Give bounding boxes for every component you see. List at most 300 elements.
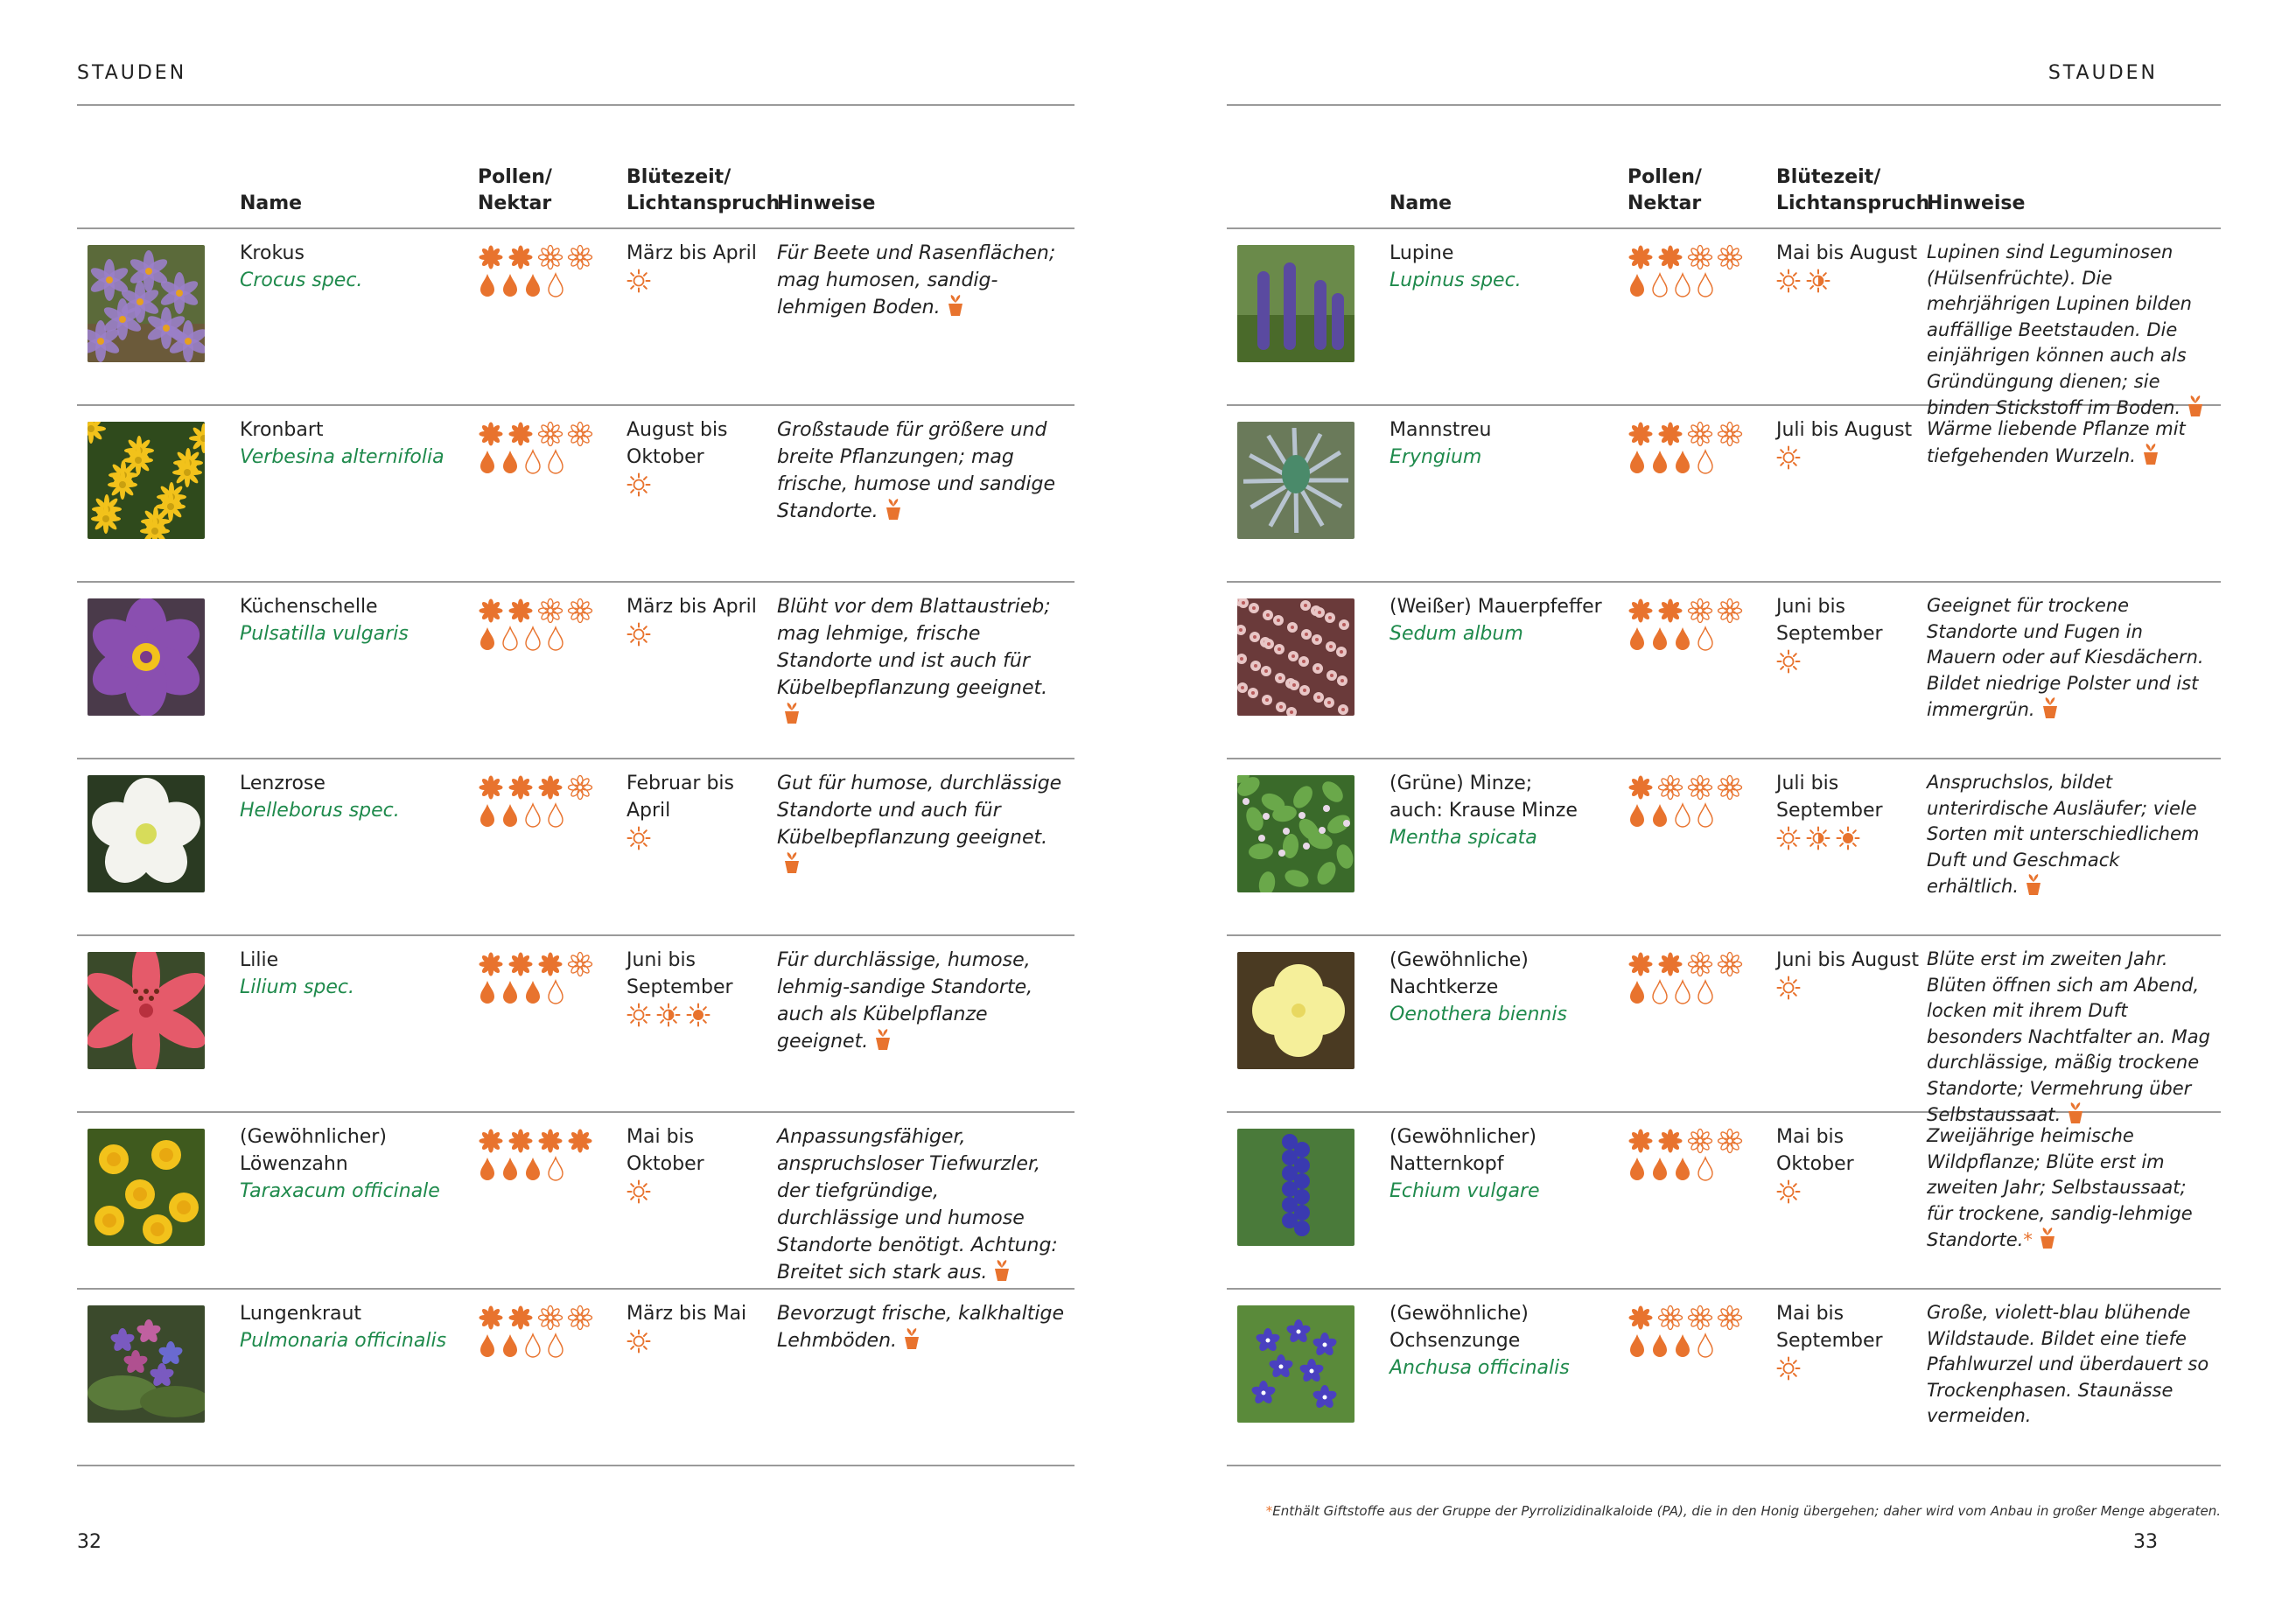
bluete-cell <box>1776 1300 1925 1389</box>
header-pollen: Pollen/ Nektar <box>478 166 552 214</box>
half-shade-icon <box>1806 826 1830 858</box>
table-row <box>77 759 1074 936</box>
nectar-filled-icon <box>500 802 520 829</box>
light-requirement <box>626 1179 775 1212</box>
table-row <box>1227 229 2221 418</box>
pollen-filled-icon <box>478 244 504 270</box>
plant-name: Lilie <box>240 949 279 971</box>
nectar-rating <box>478 1332 618 1360</box>
sun-icon <box>626 1003 651 1035</box>
nectar-filled-icon <box>500 272 520 298</box>
lilium-photo <box>88 952 205 1069</box>
container-pot-icon <box>777 854 802 876</box>
pollen-rating <box>478 950 618 978</box>
name-cell <box>1390 1300 1617 1382</box>
pollen-rating <box>478 773 618 801</box>
nectar-filled-icon <box>500 449 520 475</box>
page-number: 33 <box>2133 1531 2158 1553</box>
pollen-nectar-cell <box>478 950 618 1006</box>
pollen-empty-icon <box>1717 1305 1743 1331</box>
table-row <box>77 936 1074 1113</box>
name-cell <box>1390 947 1617 1028</box>
nectar-empty-icon <box>523 449 542 475</box>
plant-name: (Weißer) Mauerpfeffer <box>1390 596 1602 618</box>
pollen-nectar-cell <box>478 773 618 829</box>
plant-name: Lenzrose <box>240 773 326 794</box>
pollen-filled-icon <box>1628 1128 1654 1154</box>
nectar-filled-icon <box>1628 1156 1647 1182</box>
table-header <box>1227 166 2221 229</box>
hinweise-cell <box>1927 240 2217 422</box>
nectar-filled-icon <box>1650 1156 1670 1182</box>
container-pot-icon <box>987 1262 1012 1284</box>
table-row <box>77 1290 1074 1466</box>
plant-table <box>1227 229 2221 1466</box>
bluete-cell <box>626 1300 775 1361</box>
name-cell <box>1390 240 1617 294</box>
plant-name: Natternkopf <box>1390 1153 1504 1175</box>
bloom-period: März bis April <box>626 242 757 264</box>
container-pot-icon <box>2035 699 2060 720</box>
pollen-rating <box>1628 950 1768 978</box>
nectar-empty-icon <box>1696 1333 1715 1359</box>
pollen-empty-icon <box>1717 951 1743 977</box>
pollen-nectar-cell <box>1628 773 1768 829</box>
note-text: Für Beete und Rasenflächen; mag humosen, sandig-lehmigen Boden. <box>777 242 1056 318</box>
table-row <box>1227 583 2221 759</box>
page-number: 32 <box>77 1531 102 1553</box>
note-text: Für durchlässige, humose, lehmig-sandige Standorte, auch als Kübelpflanze geeignet. <box>777 949 1033 1053</box>
note-text: Zweijährige heimische Wildpflanze; Blüte erst im zweiten Jahr; Selbstaussaat; für trockene, sandig-lehmige Standorte. <box>1927 1125 2193 1250</box>
pollen-empty-icon <box>1687 244 1713 270</box>
pollen-empty-icon <box>567 774 593 801</box>
header-bluete: Blütezeit/ Lichtanspruch <box>626 166 780 214</box>
pollen-empty-icon <box>1687 951 1713 977</box>
table-header <box>77 166 1074 229</box>
bloom-period: Juni bis August <box>1776 949 1920 971</box>
plant-name: Küchenschelle <box>240 596 378 618</box>
hinweise-cell <box>1927 416 2217 469</box>
pollen-rating <box>1628 420 1768 448</box>
table-row <box>77 406 1074 583</box>
latin-name: Taraxacum officinale <box>240 1180 440 1202</box>
light-requirement <box>1776 1356 1925 1389</box>
plant-name: Lupine <box>1390 242 1454 264</box>
nectar-filled-icon <box>523 1156 542 1182</box>
container-pot-icon <box>2019 876 2043 897</box>
plant-name: Löwenzahn <box>240 1153 348 1175</box>
sun-icon <box>626 826 651 858</box>
nectar-rating <box>1628 801 1768 829</box>
pollen-rating <box>478 420 618 448</box>
pollen-empty-icon <box>1717 774 1743 801</box>
header-name: Name <box>240 192 303 214</box>
bloom-period: Juni bis September <box>626 949 733 998</box>
pollen-empty-icon <box>1717 421 1743 447</box>
nectar-empty-icon <box>1696 272 1715 298</box>
full-sun-icon <box>1836 826 1860 858</box>
pollen-filled-icon <box>1628 244 1654 270</box>
pollen-empty-icon <box>567 1305 593 1331</box>
pollen-empty-icon <box>567 598 593 624</box>
helleborus-photo <box>88 775 205 892</box>
nectar-rating <box>478 625 618 653</box>
table-row <box>1227 406 2221 583</box>
nectar-filled-icon <box>478 1333 497 1359</box>
nectar-rating <box>1628 448 1768 476</box>
nectar-filled-icon <box>523 979 542 1005</box>
nectar-empty-icon <box>523 1333 542 1359</box>
table-row <box>1227 1113 2221 1290</box>
nectar-empty-icon <box>500 626 520 652</box>
nectar-rating <box>478 271 618 299</box>
sun-icon <box>1776 269 1801 301</box>
pollen-nectar-cell <box>1628 420 1768 476</box>
table-row <box>1227 759 2221 936</box>
pollen-rating <box>1628 243 1768 271</box>
bloom-period: Mai bis Oktober <box>1776 1126 1854 1175</box>
latin-name: Verbesina alternifolia <box>240 446 444 468</box>
bluete-cell <box>1776 416 1925 478</box>
nectar-rating <box>1628 271 1768 299</box>
plant-name: Kronbart <box>240 419 324 441</box>
top-rule <box>1227 104 2221 106</box>
pollen-rating <box>1628 597 1768 625</box>
latin-name: Sedum album <box>1390 623 1523 645</box>
hinweise-cell <box>777 240 1066 321</box>
footnote-marker: * <box>2023 1229 2033 1250</box>
pollen-filled-icon <box>478 1305 504 1331</box>
nectar-empty-icon <box>523 802 542 829</box>
bluete-cell <box>1776 947 1925 1008</box>
pollen-filled-icon <box>508 1305 534 1331</box>
pollen-empty-icon <box>1687 421 1713 447</box>
plant-name: (Gewöhnlicher) <box>240 1126 387 1148</box>
pollen-filled-icon <box>478 774 504 801</box>
nectar-empty-icon <box>1696 449 1715 475</box>
hinweise-cell <box>777 770 1066 878</box>
nectar-rating <box>478 1155 618 1183</box>
pulsatilla-photo <box>88 598 205 716</box>
light-requirement <box>626 1003 775 1035</box>
pollen-nectar-cell <box>478 1127 618 1183</box>
half-shade-icon <box>1806 269 1830 301</box>
latin-name: Mentha spicata <box>1390 827 1537 849</box>
pollen-empty-icon <box>1687 1128 1713 1154</box>
eryngium-photo <box>1237 422 1354 539</box>
hinweise-cell <box>777 1123 1066 1286</box>
header-name: Name <box>1390 192 1452 214</box>
pollen-filled-icon <box>508 1128 534 1154</box>
container-pot-icon <box>941 297 965 318</box>
nectar-empty-icon <box>1673 272 1692 298</box>
table-row <box>77 229 1074 406</box>
nectar-filled-icon <box>500 979 520 1005</box>
pollen-filled-icon <box>478 421 504 447</box>
pollen-nectar-cell <box>1628 950 1768 1006</box>
pollen-filled-icon <box>508 244 534 270</box>
nectar-empty-icon <box>1650 272 1670 298</box>
bluete-cell <box>626 416 775 505</box>
nectar-filled-icon <box>500 1156 520 1182</box>
nectar-filled-icon <box>1628 1333 1647 1359</box>
left-page <box>0 0 1085 1623</box>
plant-table <box>77 229 1074 1466</box>
note-text: Anpassungsfähiger, anspruchsloser Tiefwurzler, der tiefgründige, durchlässige und humose Standorte benötigt. Achtung: Breitet sich stark aus. <box>777 1126 1058 1284</box>
table-row <box>77 1113 1074 1290</box>
pollen-empty-icon <box>1687 598 1713 624</box>
light-requirement <box>626 826 775 858</box>
sedum-photo <box>1237 598 1354 716</box>
nectar-filled-icon <box>478 1156 497 1182</box>
nectar-filled-icon <box>478 449 497 475</box>
pollen-filled-icon <box>508 951 534 977</box>
container-pot-icon <box>2033 1229 2057 1250</box>
header-hinweise: Hinweise <box>1927 192 2026 214</box>
nectar-rating <box>478 978 618 1006</box>
latin-name: Eryngium <box>1390 446 1482 468</box>
pollen-empty-icon <box>1657 1305 1684 1331</box>
pollen-filled-icon <box>1628 951 1654 977</box>
top-rule <box>77 104 1074 106</box>
pollen-filled-icon <box>478 1128 504 1154</box>
plant-name: Mannstreu <box>1390 419 1492 441</box>
nectar-rating <box>1628 625 1768 653</box>
bluete-cell <box>1776 770 1925 858</box>
pulmonaria-photo <box>88 1305 205 1423</box>
bloom-period: März bis Mai <box>626 1303 747 1325</box>
pollen-nectar-cell <box>1628 1304 1768 1360</box>
name-cell <box>1390 1123 1617 1205</box>
bloom-period: Mai bis August <box>1776 242 1918 264</box>
name-cell <box>1390 593 1617 647</box>
pollen-empty-icon <box>1687 1305 1713 1331</box>
header-hinweise: Hinweise <box>777 192 876 214</box>
nectar-filled-icon <box>523 272 542 298</box>
bloom-period: Juni bis September <box>1776 596 1883 645</box>
sun-icon <box>626 1329 651 1361</box>
pollen-rating <box>478 597 618 625</box>
name-cell <box>240 1300 467 1354</box>
nectar-filled-icon <box>478 802 497 829</box>
nectar-empty-icon <box>546 1333 565 1359</box>
table-row <box>77 583 1074 759</box>
nectar-filled-icon <box>478 626 497 652</box>
pollen-rating <box>478 243 618 271</box>
light-requirement <box>1776 445 1925 478</box>
nectar-empty-icon <box>1696 802 1715 829</box>
pollen-empty-icon <box>567 244 593 270</box>
nectar-filled-icon <box>1673 626 1692 652</box>
sun-icon <box>1776 976 1801 1008</box>
name-cell <box>240 593 467 647</box>
anchusa-photo <box>1237 1305 1354 1423</box>
hinweise-cell <box>777 593 1066 729</box>
pollen-empty-icon <box>537 598 564 624</box>
plant-name: (Gewöhnliche) <box>1390 949 1529 971</box>
hinweise-cell <box>1927 1300 2217 1430</box>
container-pot-icon <box>868 1031 892 1053</box>
bluete-cell <box>626 240 775 301</box>
pollen-nectar-cell <box>478 420 618 476</box>
latin-name: Lupinus spec. <box>1390 269 1522 291</box>
note-text: Bevorzugt frische, kalkhaltige Lehmböden. <box>777 1303 1065 1352</box>
bloom-period: März bis April <box>626 596 757 618</box>
nectar-empty-icon <box>546 626 565 652</box>
nectar-rating <box>478 448 618 476</box>
nectar-empty-icon <box>546 449 565 475</box>
footnote: *Enthält Giftstoffe aus der Gruppe der Pyrrolizidinalkaloide (PA), die in den Honig übergehen; daher wird vom Anbau in großer Menge abgeraten. <box>1265 1503 2221 1519</box>
latin-name: Oenothera biennis <box>1390 1004 1567 1025</box>
nectar-rating <box>478 801 618 829</box>
nectar-rating <box>1628 978 1768 1006</box>
sun-icon <box>626 269 651 301</box>
running-head: STAUDEN <box>2048 62 2158 84</box>
latin-name: Pulmonaria officinalis <box>240 1330 447 1352</box>
plant-name: auch: Krause Minze <box>1390 800 1578 822</box>
sun-icon <box>1776 826 1801 858</box>
nectar-empty-icon <box>546 802 565 829</box>
name-cell <box>240 1123 467 1205</box>
right-page <box>1148 0 2233 1623</box>
bluete-cell <box>1776 240 1925 301</box>
bluete-cell <box>1776 1123 1925 1212</box>
light-requirement <box>626 1329 775 1361</box>
nectar-filled-icon <box>1650 449 1670 475</box>
sun-icon <box>626 472 651 505</box>
pollen-filled-icon <box>1628 774 1654 801</box>
pollen-filled-icon <box>1628 1305 1654 1331</box>
pollen-filled-icon <box>537 1128 564 1154</box>
oenothera-photo <box>1237 952 1354 1069</box>
container-pot-icon <box>897 1330 921 1352</box>
name-cell <box>240 770 467 824</box>
pollen-rating <box>1628 1304 1768 1332</box>
light-requirement <box>626 622 775 654</box>
hinweise-cell <box>777 947 1066 1055</box>
pollen-nectar-cell <box>478 243 618 299</box>
pollen-nectar-cell <box>478 597 618 653</box>
pollen-filled-icon <box>1657 421 1684 447</box>
pollen-filled-icon <box>478 951 504 977</box>
echium-photo <box>1237 1129 1354 1246</box>
lupinus-photo <box>1237 245 1354 362</box>
pollen-filled-icon <box>478 598 504 624</box>
light-requirement <box>1776 269 1925 301</box>
bloom-period: Mai bis September <box>1776 1303 1883 1352</box>
nectar-filled-icon <box>500 1333 520 1359</box>
verbesina-photo <box>88 422 205 539</box>
nectar-empty-icon <box>546 272 565 298</box>
hinweise-cell <box>1927 947 2217 1129</box>
nectar-filled-icon <box>1628 802 1647 829</box>
latin-name: Crocus spec. <box>240 269 363 291</box>
note-text: Blüht vor dem Blattaustrieb; mag lehmige, frische Standorte und ist auch für Kübelbepflanzung geeignet. <box>777 596 1051 699</box>
container-pot-icon <box>777 704 802 726</box>
nectar-filled-icon <box>478 979 497 1005</box>
bloom-period: Juli bis September <box>1776 773 1883 822</box>
pollen-empty-icon <box>1687 774 1713 801</box>
nectar-empty-icon <box>546 1156 565 1182</box>
latin-name: Echium vulgare <box>1390 1180 1540 1202</box>
note-text: Gut für humose, durchlässige Standorte und auch für Kübelbepflanzung geeignet. <box>777 773 1062 849</box>
nectar-filled-icon <box>1673 449 1692 475</box>
hinweise-cell <box>777 416 1066 525</box>
hinweise-cell <box>1927 593 2217 724</box>
pollen-rating <box>1628 1127 1768 1155</box>
container-pot-icon <box>2136 445 2160 466</box>
bloom-period: Juli bis August <box>1776 419 1913 441</box>
light-requirement <box>1776 826 1925 858</box>
light-requirement <box>1776 1179 1925 1212</box>
nectar-empty-icon <box>1696 1156 1715 1182</box>
pollen-filled-icon <box>1657 598 1684 624</box>
latin-name: Pulsatilla vulgaris <box>240 623 409 645</box>
latin-name: Lilium spec. <box>240 976 355 998</box>
crocus-photo <box>88 245 205 362</box>
pollen-filled-icon <box>1628 421 1654 447</box>
pollen-empty-icon <box>537 244 564 270</box>
bloom-period: Mai bis Oktober <box>626 1126 704 1175</box>
nectar-filled-icon <box>1628 626 1647 652</box>
pollen-empty-icon <box>1717 598 1743 624</box>
pollen-empty-icon <box>537 1305 564 1331</box>
sun-icon <box>626 1179 651 1212</box>
header-pollen: Pollen/ Nektar <box>1628 166 1702 214</box>
bluete-cell <box>626 593 775 654</box>
plant-name: (Gewöhnlicher) <box>1390 1126 1536 1148</box>
full-sun-icon <box>686 1003 710 1035</box>
nectar-empty-icon <box>1673 979 1692 1005</box>
header-bluete: Blütezeit/ Lichtanspruch <box>1776 166 1930 214</box>
pollen-empty-icon <box>567 951 593 977</box>
plant-name: (Grüne) Minze; <box>1390 773 1533 794</box>
light-requirement <box>626 472 775 505</box>
nectar-empty-icon <box>523 626 542 652</box>
pollen-filled-icon <box>508 774 534 801</box>
pollen-nectar-cell <box>478 1304 618 1360</box>
nectar-filled-icon <box>1628 272 1647 298</box>
plant-name: Nachtkerze <box>1390 976 1499 998</box>
running-head: STAUDEN <box>77 62 187 84</box>
light-requirement <box>626 269 775 301</box>
bloom-period: August bis Oktober <box>626 419 728 468</box>
pollen-empty-icon <box>1717 1128 1743 1154</box>
nectar-empty-icon <box>1650 979 1670 1005</box>
plant-name: (Gewöhnliche) <box>1390 1303 1529 1325</box>
pollen-nectar-cell <box>1628 243 1768 299</box>
note-text: Große, violett-blau blühende Wildstaude. Bildet eine tiefe Pfahlwurzel und überdauert so Trockenphasen. Staunässe vermeiden. <box>1927 1302 2209 1426</box>
pollen-rating <box>478 1127 618 1155</box>
note-text: Lupinen sind Leguminosen (Hülsenfrüchte). Die mehrjährigen Lupinen bilden auffällige Beetstauden. Die einjährigen können auch als Gründüngung dienen; sie binden Stickstoff im Boden. <box>1927 241 2192 418</box>
nectar-filled-icon <box>1650 626 1670 652</box>
note-text: Blüte erst im zweiten Jahr. Blüten öffnen sich am Abend, locken mit ihrem Duft besonders Nachtfalter an. Mag durchlässige, mäßig trockene Standorte; Vermehrung über Selbstaussaat. <box>1927 948 2210 1125</box>
bluete-cell <box>626 770 775 858</box>
half-shade-icon <box>656 1003 681 1035</box>
sun-icon <box>1776 649 1801 682</box>
name-cell <box>240 416 467 471</box>
table-row <box>1227 936 2221 1125</box>
nectar-filled-icon <box>1673 1156 1692 1182</box>
name-cell <box>240 947 467 1001</box>
latin-name: Anchusa officinalis <box>1390 1357 1570 1379</box>
plant-name: Krokus <box>240 242 304 264</box>
pollen-rating <box>478 1304 618 1332</box>
name-cell <box>1390 770 1617 851</box>
bloom-period: Februar bis April <box>626 773 734 822</box>
taraxacum-photo <box>88 1129 205 1246</box>
pollen-filled-icon <box>508 598 534 624</box>
